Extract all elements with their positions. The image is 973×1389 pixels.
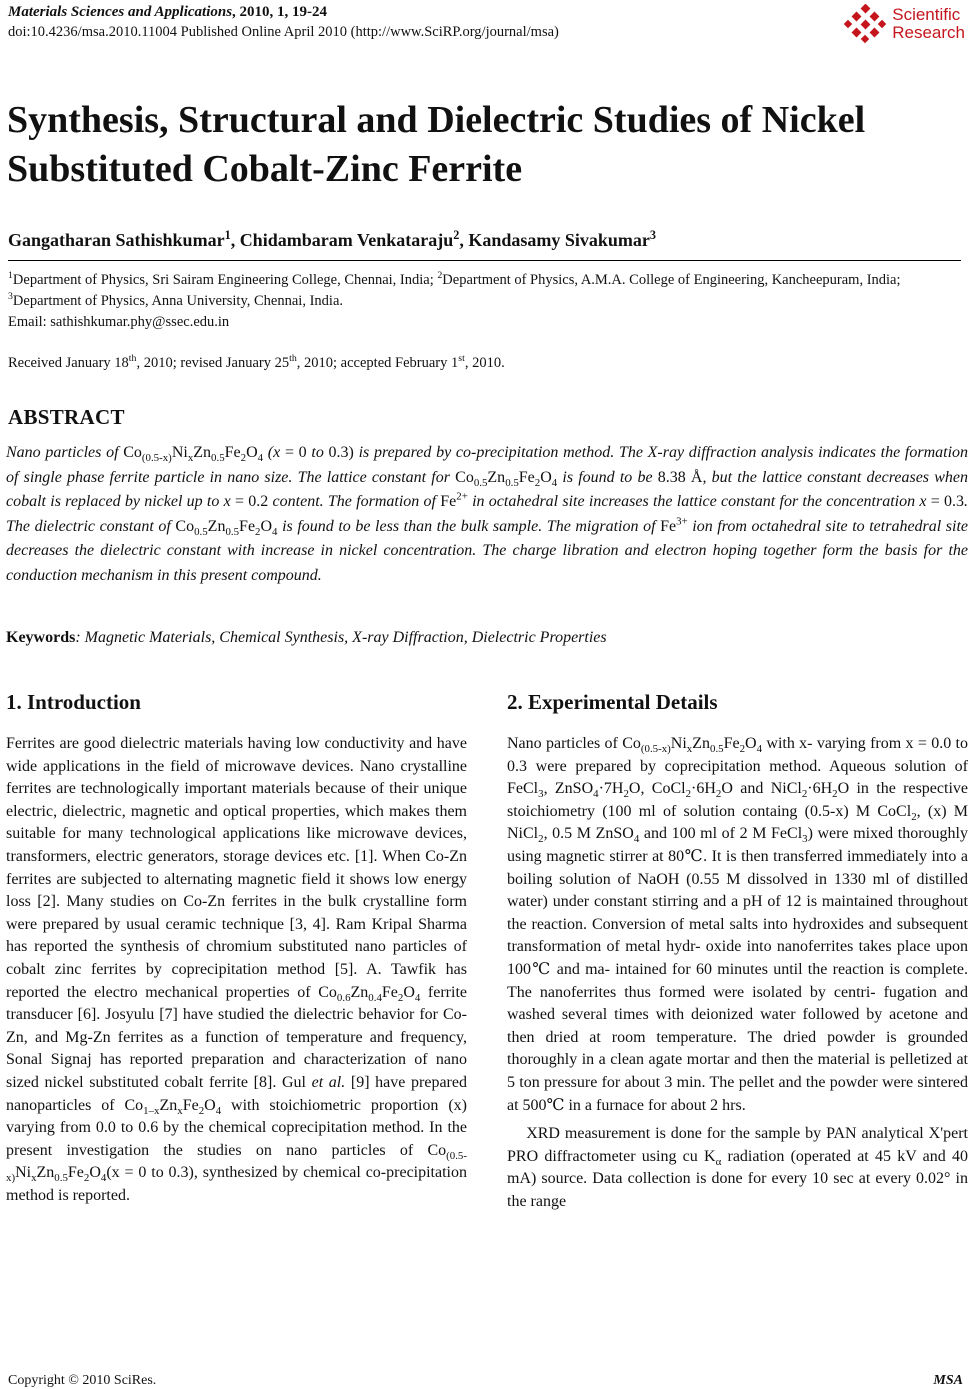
affiliation: Department of Physics, Anna University, Chennai, India. [12, 293, 344, 309]
author-name: Chidambaram Venkataraju [239, 230, 454, 250]
section-heading-experimental: 2. Experimental Details [507, 690, 718, 714]
contact-email: Email: sathishkumar.phy@ssec.edu.in [8, 314, 230, 330]
journal-abbreviation: MSA [933, 1373, 963, 1388]
logo-text [892, 6, 965, 42]
experimental-text: Nano particles of $Co_{(0.5-x)}Ni_xZn_{0.5}Fe_2O_4$ with x- varying from x = 0.0 to 0.3 were prepared by coprecipitation method. Aqueous solution of FeCl$_3$, $ZnSO_4\cdot 7H_2O$, $CoCl_2\cdot 6H_2O$ and $NiCl_2\cdot 6H_2O$ in the respective stoichiometry (100 ml of solution containg (0.5-x) M CoCl$_2$, (x) M NiCl$_2$, 0.5 M ZnSO$_4$ and 100 ml of 2 M FeCl$_3$) were mixed thoroughly using magnetic stirrer at 80℃. It is then transferred immediately into a boiling solution of NaOH (0.55 M dissolved in 1330 ml of distilled water) under constant stirring and a pH of 12 is maintained throughout the reaction. Conversion of metal salts into hydroxides and subsequent transformation of metal hydr- oxide into nanoferrites takes place upon 100℃ and ma- intained for 60 minutes until the reaction is complete. The nanoferrites thus formed were isolated by centri- fugation and washed several times with deionized water followed by acetone and then dried at room temperature. The dried powder is grounded thoroughly in a clean agate mortar and then the material is pelletized at 5 ton pressure for about 3 min. The pellet and the powder were sintered at 500℃ in a furnace for about 2 hrs. XRD measurement is done for the sample by PAN analytical X'pert PRO diffractometer using cu $K_\alpha$ radiation (operated at 45 kV and 40 mA) source. Data collection is done for every 10 sec at every 0.02° in the range [507, 735, 969, 1210]
affiliation-mark: 1 [8, 270, 13, 282]
journal-title: Materials Sciences and Applications [8, 4, 233, 20]
section-heading-introduction: 1. Introduction [6, 690, 141, 714]
divider-line [8, 260, 961, 261]
author-affiliation-mark: 3 [649, 228, 657, 242]
ordinal-suffix: th [289, 353, 297, 365]
received-text: , 2010; accepted February 1 [296, 355, 459, 371]
logo-line-2: Research [892, 23, 965, 42]
author-name: Gangatharan Sathishkumar [8, 230, 225, 250]
introduction-text: Ferrites are good dielectric materials having low conductivity and have wide applications in the field of microwave devices. Nano crystalline ferrites are technologically important materials because of their unique electric, dielectric, magnetic and optical properties, which makes them suitable for many technological applications like microwave devices, transformers, electric generators, storage devices etc. [1]. When Co-Zn ferrites are subjected to alternating magnetic field it shows low energy loss [2]. Many studies on Co-Zn ferrites in the bulk crystalline form were prepared by usual ceramic technique [3, 4]. Ram Kripal Sharma has reported the synthesis of chromium substituted nano particles of cobalt zinc ferrites by coprecipitation method [5]. A. Tawfik has reported the electro mechanical properties of $Co_{0.6}Zn_{0.4}Fe_2O_4$ ferrite transducer [6]. Josyulu [7] have studied the dielectric behavior for Co-Zn, and Mg-Zn ferrites as a function of temperature and frequency, Sonal Signaj has reported preparation and characterization of nano sized nickel substituted cobalt ferrite [8]. Gul et al. [9] have prepared nanoparticles of $Co_{1-x}Zn_xFe_2O_4$ with stoichiometric proportion (x) varying from 0.0 to 0.6 by the chemical coprecipitation method. In the present investigation the studies on nano particles of $Co_{(0.5-x)}Ni_xZn_{0.5}Fe_2O_4(x = 0$ to 0.3), synthesized by chemical co-precipitation method is reported. [6, 735, 468, 1204]
author-affiliation-mark: 2 [453, 228, 460, 242]
author-separator: , [230, 230, 240, 250]
article-title: Synthesis, Structural and Dielectric Studies of Nickel Substituted Cobalt-Zinc Ferrite [7, 99, 866, 190]
affiliations [8, 270, 963, 333]
abstract-heading: ABSTRACT [8, 405, 125, 429]
author-name: Kandasamy Sivakumar [468, 230, 650, 250]
ordinal-suffix: th [128, 353, 137, 365]
affiliation-mark: 3 [8, 291, 13, 303]
author-separator: , [459, 230, 469, 250]
journal-volume: , 2010, 1, 19-24 [232, 4, 328, 20]
received-text: , 2010. [464, 355, 505, 371]
publisher-logo [844, 2, 965, 46]
keywords-text: : Magnetic Materials, Chemical Synthesis, X-ray Diffraction, Dielectric Properties [75, 629, 607, 646]
copyright-notice: Copyright © 2010 SciRes. [8, 1373, 157, 1388]
keywords [6, 629, 607, 647]
doi-line: doi:10.4236/msa.2010.11004 Published Online April 2010 (http://www.SciRP.org/journal/msa) [8, 24, 559, 40]
ordinal-suffix: st [458, 353, 465, 365]
author-affiliation-mark: 1 [224, 228, 231, 242]
scirp-logo-icon [844, 4, 888, 44]
keywords-label: Keywords [6, 629, 76, 646]
logo-line-1: Scientific [892, 5, 961, 24]
received-text: , 2010; revised January 25 [136, 355, 290, 371]
abstract-body: Nano particles of $Co_{(0.5-x)}Ni_xZn_{0.5}Fe_2O_4$ (x = 0 to 0.3) is prepared by co-precipitation method. The X-ray diffraction analysis indicates the formation of single phase ferrite particle in nano size. The lattice constant for $Co_{0.5}Zn_{0.5}Fe_2O_4$ is found to be 8.38 Å, but the lattice constant decreases when cobalt is replaced by nickel up to x = 0.2 content. The formation of $Fe^{2+}$ in octahedral site increases the lattice constant for the concentration x = 0.3. The dielectric constant of $Co_{0.5}Zn_{0.5}Fe_2O_4$ is found to be less than the bulk sample. The migration of $Fe^{3+}$ ion from octahedral site to tetrahedral site decreases the dielectric constant with increase in nickel concentration. The charge libration and electron hoping together form the basis for the conduction mechanism in this present compound. [6, 444, 969, 584]
journal-name [8, 4, 327, 21]
affiliation-mark: 2 [437, 270, 443, 282]
received-dates [8, 355, 505, 372]
author-list [8, 230, 656, 251]
affiliation: Department of Physics, A.M.A. College of Engineering, Kancheepuram, India; [442, 272, 901, 288]
received-text: Received January 18 [8, 355, 129, 371]
affiliation: Department of Physics, Sri Sairam Engineering College, Chennai, India; [12, 272, 438, 288]
